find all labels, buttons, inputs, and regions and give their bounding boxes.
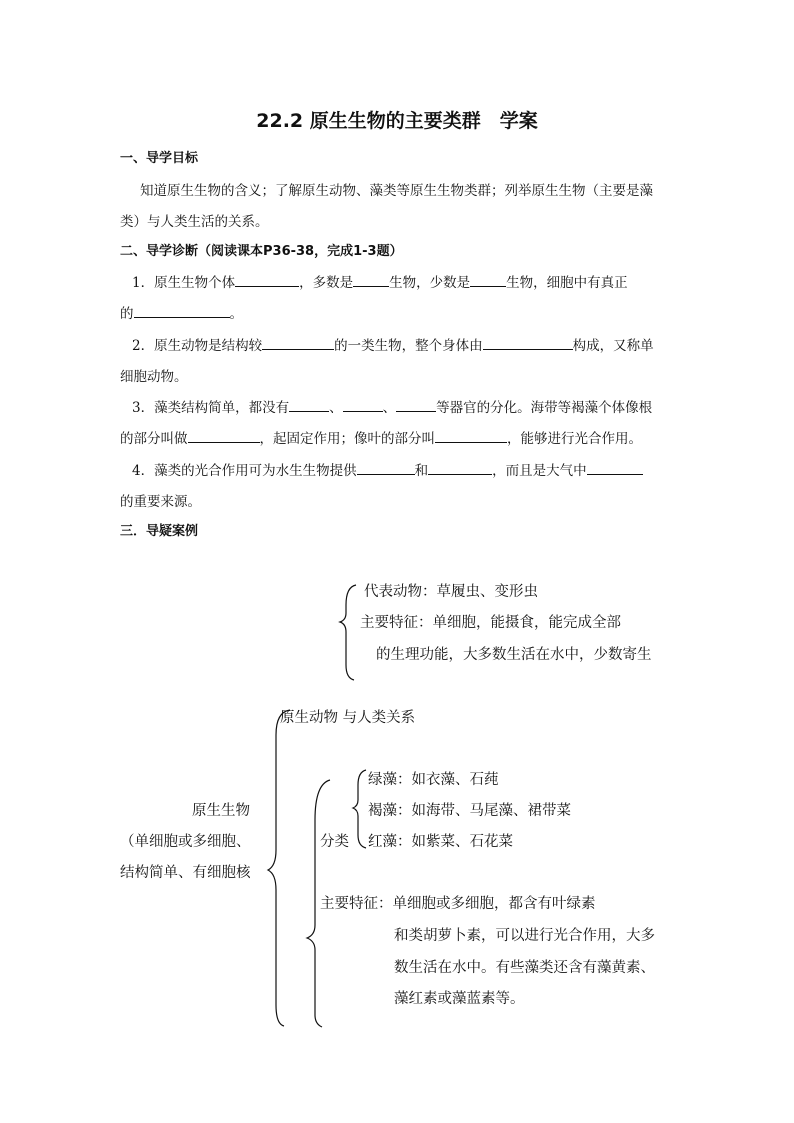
protozoa-node: 原生动物 与人类关系 [280,710,416,726]
algae-features-line-2: 和类胡萝卜素，可以进行光合作用，大多 [394,928,655,944]
objective-line-2: 类）与人类生活的关系。 [120,214,269,230]
root-description-line-2: 结构简单、有细胞核 [120,865,251,881]
q3-text-c: 、 [382,400,397,416]
q4-text-c: ，而且是大气中 [492,463,587,479]
q3-text-f: ，起固定作用；像叶的部分叫 [259,431,435,447]
q2-text-a: 2．原生动物是结构较 [132,338,263,354]
section-1-heading: 一、导学目标 [120,151,199,166]
objective-line-1: 知道原生生物的含义；了解原生动物、藻类等原生生物类群；列举原生生物（主要是藻 [140,183,653,199]
green-algae: 绿藻：如衣藻、石莼 [368,772,499,788]
q3-text-d: 等器官的分化。海带等褐藻个体像根 [436,400,653,416]
root-node: 原生生物 [192,803,250,819]
algae-features-line-1: 主要特征：单细胞或多细胞，都含有叶绿素 [320,896,596,912]
red-algae: 红藻：如紫菜、石花菜 [368,834,513,850]
question-2-line-2: 细胞动物。 [120,369,188,385]
q2-text-c: 构成，又称单 [572,338,654,354]
q1-text-d: 生物，细胞中有真正 [506,275,628,291]
q3-text-g: ，能够进行光合作用。 [507,431,642,447]
q1-text-e: 的 [120,306,134,322]
outer-brace [268,710,290,1026]
protozoa-brace [340,585,356,680]
q1-text-b: ，多数是 [299,275,354,291]
brown-algae: 褐藻：如海带、马尾藻、裙带菜 [368,803,571,819]
section-3-heading: 三．导疑案例 [120,524,199,539]
protozoa-features-line-2: 的生理功能，大多数生活在水中，少数寄生 [376,647,652,663]
q3-text-a: 3．藻类结构简单，都没有 [132,400,290,416]
classification-brace [353,770,366,848]
q4-text-b: 和 [414,463,429,479]
section-2-heading: 二、导学诊断（阅读课本P36-38，完成1-3题） [120,244,403,259]
q2-text-b: 的一类生物，整个身体由 [334,338,483,354]
q3-text-e: 的部分叫做 [120,431,188,447]
q1-text-f: 。 [229,306,243,322]
q1-text-c: 生物，少数是 [389,275,471,291]
protozoa-representatives: 代表动物：草履虫、变形虫 [364,584,538,600]
protozoa-features-line-1: 主要特征：单细胞，能摄食，能完成全部 [360,615,621,631]
algae-features-line-4: 藻红素或藻蓝素等。 [394,991,525,1007]
classification-node: 分类 [320,834,349,850]
root-description-line-1: （单细胞或多细胞、 [120,834,251,850]
q3-text-b: 、 [329,400,343,416]
q4-text-a: 4．藻类的光合作用可为水生生物提供 [132,463,357,479]
page-title: 22.2 原生生物的主要类群 学案 [256,110,538,132]
q1-text-a: 1．原生生物个体 [132,275,236,291]
question-4-line-2: 的重要来源。 [120,494,201,510]
algae-features-line-3: 数生活在水中。有些藻类还含有藻黄素、 [394,960,655,976]
